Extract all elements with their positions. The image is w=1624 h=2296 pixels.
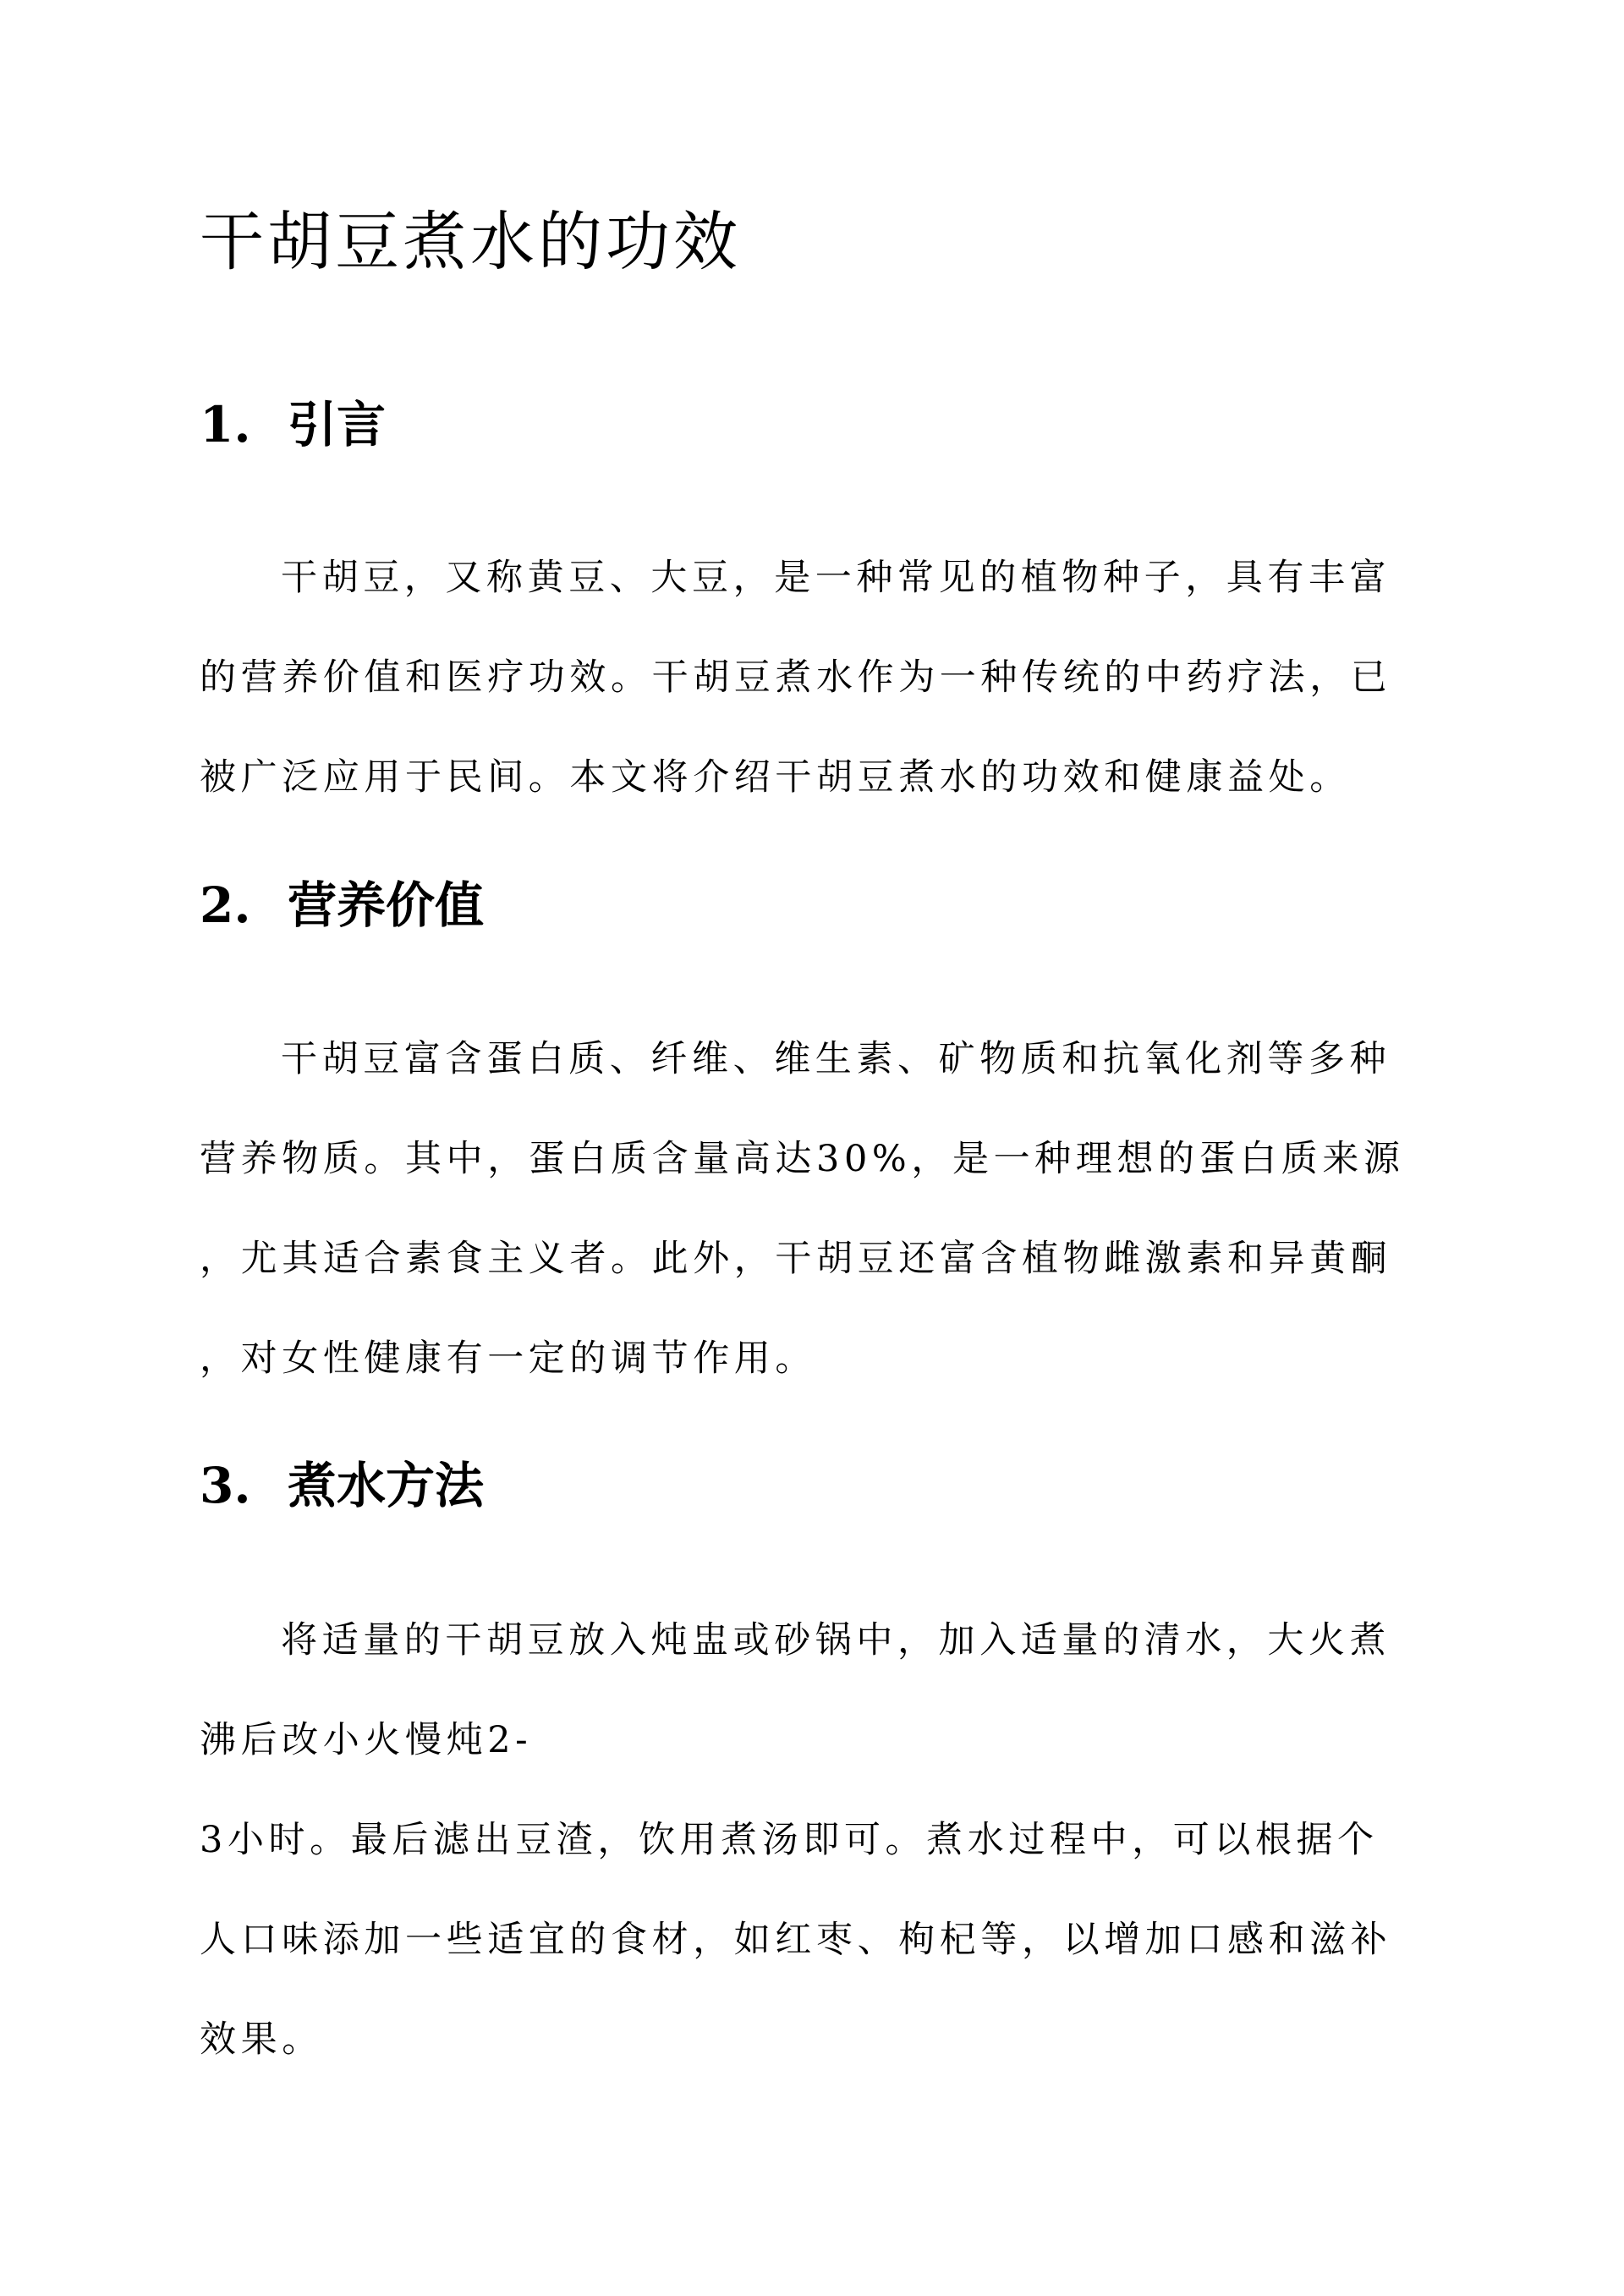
section-number: 1. xyxy=(200,396,251,453)
paragraph-line: 3小时。最后滤出豆渣，饮用煮汤即可。煮水过程中，可以根据个 xyxy=(200,1819,1379,1861)
section-title: 引言 xyxy=(288,396,387,453)
paragraph-line: ，对女性健康有一定的调节作用。 xyxy=(200,1338,816,1380)
document-title: 干胡豆煮水的功效 xyxy=(200,204,741,279)
paragraph-line: ，尤其适合素食主义者。此外，干胡豆还富含植物雌激素和异黄酮 xyxy=(200,1238,1392,1280)
section-paragraph-nutrition xyxy=(200,1009,1418,1409)
paragraph-line: 被广泛应用于民间。本文将介绍干胡豆煮水的功效和健康益处。 xyxy=(200,756,1351,799)
section-paragraph-boiling-method xyxy=(200,1590,1418,2090)
paragraph-line: 将适量的干胡豆放入炖盅或砂锅中，加入适量的清水，大火煮 xyxy=(281,1619,1391,1662)
section-heading-boiling-method xyxy=(200,1457,484,1516)
section-heading-nutrition xyxy=(200,876,484,936)
section-paragraph-introduction xyxy=(200,528,1418,827)
section-heading-introduction xyxy=(200,396,386,455)
section-title: 营养价值 xyxy=(288,876,485,934)
paragraph-line: 效果。 xyxy=(200,2019,323,2061)
paragraph-line: 干胡豆，又称黄豆、大豆，是一种常见的植物种子，具有丰富 xyxy=(281,557,1391,599)
paragraph-line: 沸后改小火慢炖2- xyxy=(200,1719,533,1761)
section-number: 3. xyxy=(200,1457,251,1514)
section-title: 煮水方法 xyxy=(288,1457,485,1514)
paragraph-line: 的营养价值和医疗功效。干胡豆煮水作为一种传统的中药疗法，已 xyxy=(200,656,1392,699)
paragraph-line: 人口味添加一些适宜的食材，如红枣、枸杞等，以增加口感和滋补 xyxy=(200,1919,1392,1961)
paragraph-line: 营养物质。其中，蛋白质含量高达30%，是一种理想的蛋白质来源 xyxy=(200,1138,1405,1180)
section-number: 2. xyxy=(200,876,251,934)
paragraph-line: 干胡豆富含蛋白质、纤维、维生素、矿物质和抗氧化剂等多种 xyxy=(281,1038,1391,1080)
